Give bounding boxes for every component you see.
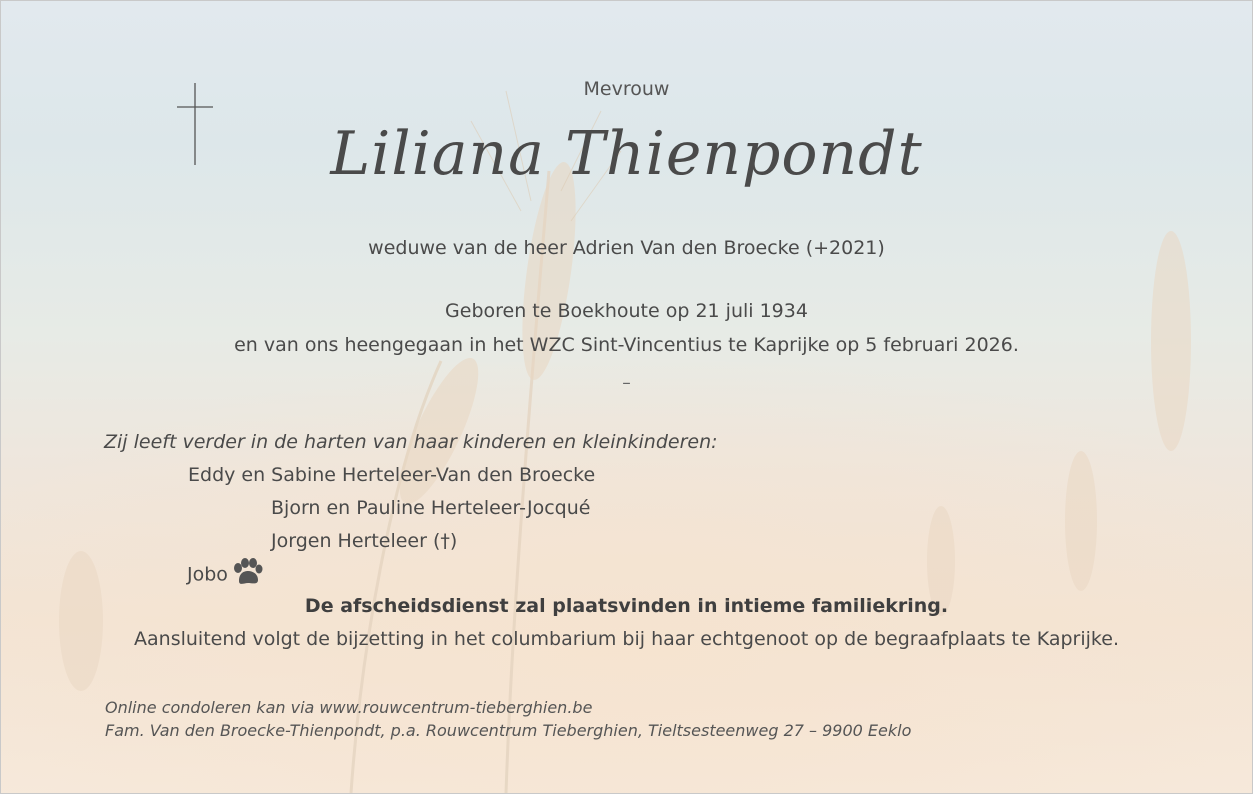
family-member: Bjorn en Pauline Herteleer-Jocqué	[271, 497, 591, 519]
birth-line: Geboren te Boekhoute op 21 juli 1934	[445, 300, 808, 322]
family-member-pet	[187, 563, 264, 587]
contact-address: Fam. Van den Broecke-Thienpondt, p.a. Rouwcentrum Tieberghien, Tieltsesteenweg 27 – 9900 Eeklo	[105, 721, 912, 740]
online-condolence-line: Online condoleren kan via www.rouwcentrum-tieberghien.be	[105, 698, 593, 717]
lives-on-line: Zij leeft verder in de harten van haar kinderen en kleinkinderen:	[104, 431, 718, 453]
death-line: en van ons heengegaan in het WZC Sint-Vincentius te Kaprijke op 5 februari 2026.	[234, 334, 1019, 356]
service-line: De afscheidsdienst zal plaatsvinden in intieme familiekring.	[304, 595, 949, 617]
paw-icon	[230, 557, 264, 587]
family-member: Jorgen Herteleer (†)	[271, 530, 458, 552]
pet-name: Jobo	[187, 563, 228, 586]
interment-line: Aansluitend volgt de bijzetting in het columbarium bij haar echtgenoot op de begraafplaats te Kaprijke.	[134, 628, 1119, 650]
deceased-name: Liliana Thienpondt	[330, 119, 923, 189]
honorific: Mevrouw	[583, 78, 670, 100]
separator: –	[622, 373, 631, 393]
family-member: Eddy en Sabine Herteleer-Van den Broecke	[188, 464, 596, 486]
spouse-line: weduwe van de heer Adrien Van den Broecke (+2021)	[368, 237, 885, 259]
